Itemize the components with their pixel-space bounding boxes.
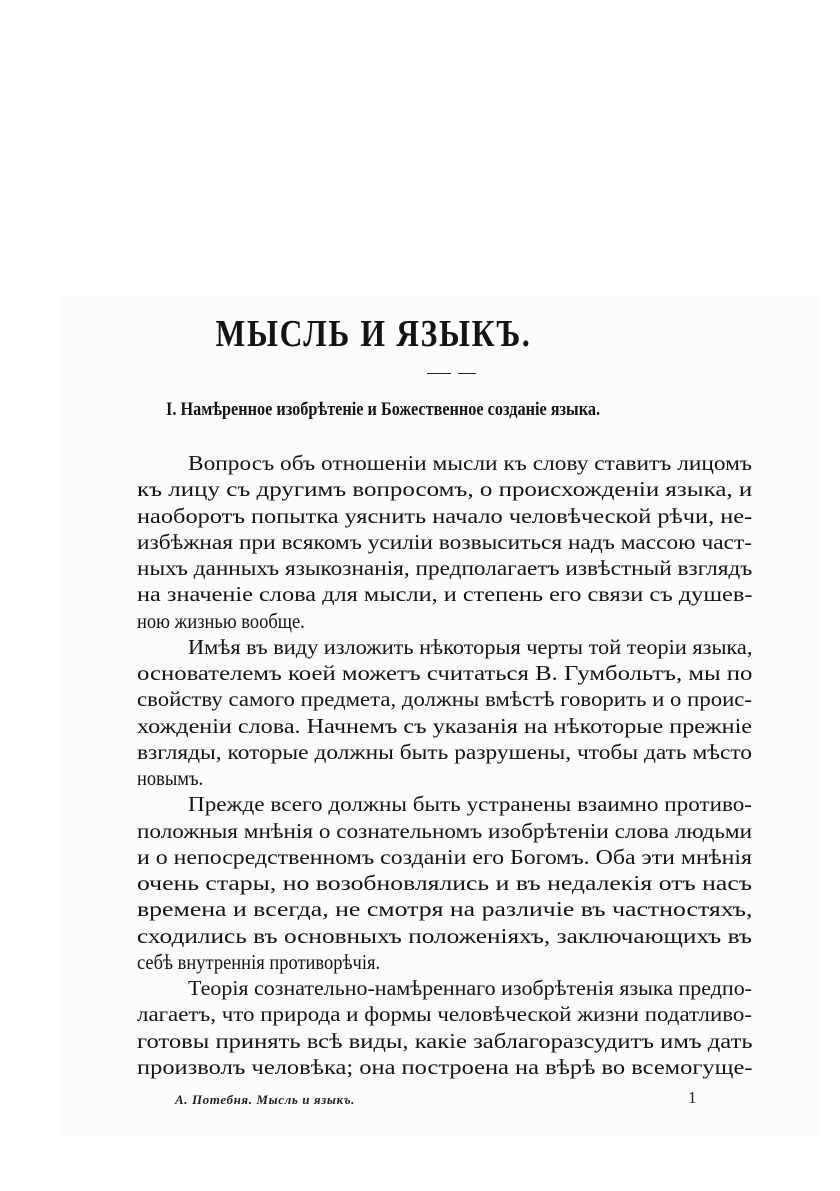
body-line: наоборотъ попытка уяснить начало человѣческой рѣчи, не- [137,503,753,528]
body-line: къ лицу съ другимъ вопросомъ, о происхожденіи языка, и [137,477,753,502]
body-line: основателемъ коей можетъ считаться В. Гумбольтъ, мы по [137,661,753,685]
body-line: свойству самого предмета, должны вмѣстѣ говорить и о проис- [137,687,752,712]
body-line: лагаетъ, что природа и формы человѣческой жизни податливо- [137,1002,753,1027]
body-line: и о непосредственномъ созданіи его Богомъ. Оба эти мнѣнія [137,844,752,869]
body-line: Вопросъ объ отношеніи мысли къ слову ставитъ лицомъ [188,451,752,475]
body-line: Имѣя въ виду изложить нѣкоторыя черты той теоріи языка, [188,634,753,659]
body-line: новымъ. [137,766,204,790]
body-line: себѣ внутреннія противорѣчія. [137,949,381,974]
body-line: очень стары, но возобновлялись и въ недалекія отъ насъ [137,871,752,895]
body-line: положныя мнѣнія о сознательномъ изобрѣтеніи слова людьми [137,818,752,843]
title-divider-left [427,373,451,374]
body-line: избѣжная при всякомъ усиліи возвыситься надъ массою част- [137,529,752,554]
body-line: ныхъ данныхъ языкознанія, предполагаетъ извѣстный взглядъ [137,556,753,580]
body-line: произволъ человѣка; она построена на вѣрѣ во всемогуще- [137,1054,753,1079]
body-line: взгляды, которые должны быть разрушены, чтобы дать мѣсто [137,739,752,764]
running-title: А. Потебня. Мысль и языкъ. [175,1092,355,1107]
body-line: хожденіи слова. Начнемъ съ указанія на нѣкоторые прежніе [137,713,752,738]
title-divider-right [458,373,476,374]
body-line: времена и всегда, не смотря на различіе въ частностяхъ, [137,897,753,922]
body-line: ною жизнью вообще. [137,608,305,633]
body-line: Прежде всего должны быть устранены взаимно противо- [188,792,752,817]
page-number: 1 [688,1088,697,1107]
body-line: сходились въ основныхъ положеніяхъ, заключающихъ въ [137,923,752,948]
body-line: на значеніе слова для мысли, и степень его связи съ душев- [137,582,753,607]
body-line: Теорія сознательно-намѣреннаго изобрѣтенія языка предпо- [188,976,752,1000]
chapter-heading: I. Намѣренное изобрѣтеніе и Божественное созданіе языка. [166,399,601,420]
body-line: готовы принять всѣ виды, какіе заблагоразсудитъ имъ дать [137,1028,753,1053]
page-title: МЫСЛЬ И ЯЗЫКЪ. [215,313,532,355]
